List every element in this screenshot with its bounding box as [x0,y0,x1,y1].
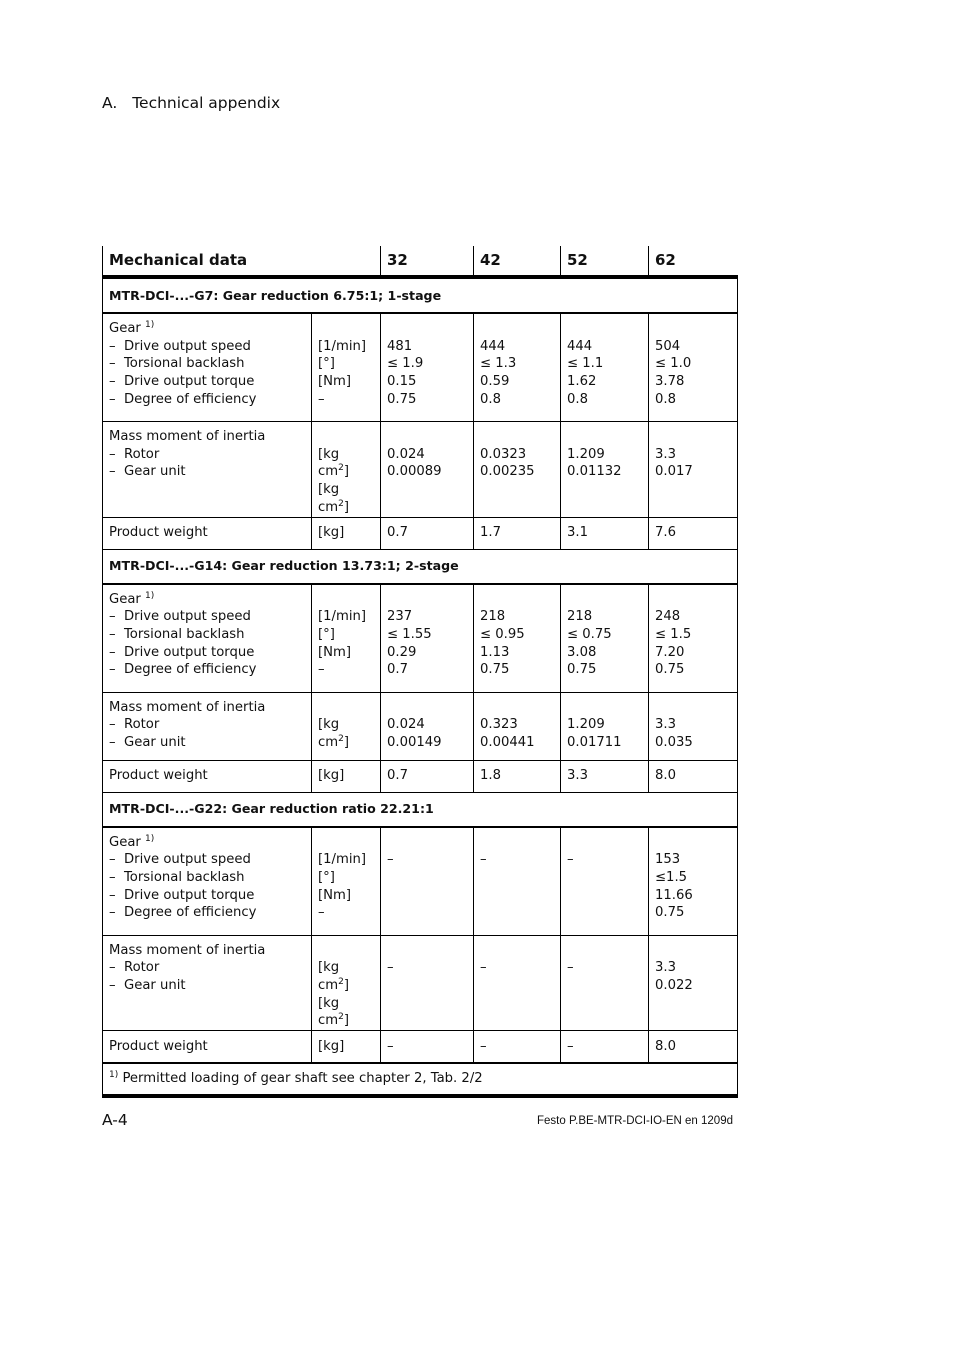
unit-cell [312,692,381,760]
row-label: Gear [109,321,141,336]
value-cell [474,935,561,1031]
dash-bullet: – [109,662,116,678]
value-cell [649,584,738,693]
unit-value: [°] [318,356,335,372]
value-cell [381,422,474,518]
value-cell [649,935,738,1031]
list-item-label: Torsional backlash [124,356,245,372]
section-row [103,792,738,827]
dash-bullet: – [109,717,116,733]
cell-value: 0.7 [381,760,474,792]
mass-label-cell [103,422,312,518]
unit-cell [312,935,381,1031]
mass-label-cell [103,692,312,760]
cell-value: 3.3 [655,717,676,733]
cell-value: 0.8 [655,391,676,407]
unit-value: – [318,905,325,921]
cell-value: – [567,960,574,976]
value-cell [561,313,649,422]
list-item-label: Gear unit [124,734,186,750]
gear-row [103,827,738,936]
cell-value: 0.7 [387,662,408,678]
cell-value: ≤ 1.0 [655,356,692,372]
unit-value: – [318,391,325,407]
dash-bullet: – [109,356,116,372]
cell-value: 3.3 [655,960,676,976]
header-size-52: 52 [561,246,649,277]
spacer [480,699,554,717]
list-item-label: Torsional backlash [124,626,245,642]
cell-value: 0.00235 [480,464,535,480]
cell-value: 0.024 [387,717,425,733]
cell-value: 0.01132 [567,464,622,480]
dash-bullet: – [109,960,116,976]
table-body [103,246,738,1096]
cell-value: – [480,852,487,868]
unit-value: [°] [318,869,335,885]
unit-cell [312,584,381,693]
cell-value: 0.022 [655,977,693,993]
cell-value: 3.3 [561,760,649,792]
list-item-label: Gear unit [124,977,186,993]
dash-bullet: – [109,644,116,660]
list-item-label: Rotor [124,960,160,976]
list-item-label: Torsional backlash [124,869,245,885]
unit-exponent: 2 [338,976,344,987]
list-item-label: Degree of efficiency [124,905,257,921]
list-item [109,626,305,644]
spacer [655,699,731,717]
cell-value: 1.13 [480,644,510,660]
spacer [655,428,731,446]
cell-value: 0.00441 [480,734,535,750]
row-label: Product weight [103,517,312,549]
section-title: MTR-DCI-...-G14: Gear reduction 13.73:1; 2-stage [103,549,738,584]
list-item-label: Rotor [124,446,160,462]
cell-value: 481 [387,338,413,354]
spacer [480,428,554,446]
cell-value: – [387,960,394,976]
cell-value: – [561,1031,649,1064]
list-item-label: Drive output speed [124,852,251,868]
cell-value: 444 [480,338,506,354]
cell-value: ≤ 1.3 [480,356,517,372]
value-cell [561,584,649,693]
dash-bullet: – [109,374,116,390]
cell-value: ≤ 1.9 [387,356,424,372]
cell-value: 0.29 [387,644,417,660]
cell-value: 0.75 [480,662,510,678]
cell-value: ≤ 1.1 [567,356,604,372]
cell-value: 3.1 [561,517,649,549]
row-label: Mass moment of inertia [109,429,266,444]
list-item [109,373,305,391]
row-label: Product weight [103,1031,312,1064]
list-item [109,734,305,752]
page-header [102,94,280,112]
unit-value [318,995,374,1030]
cell-value: 1.209 [567,717,605,733]
dash-bullet: – [109,626,116,642]
list-item-label: Drive output torque [124,644,255,660]
unit-close: ] [343,464,349,480]
cell-value: 3.3 [655,446,676,462]
value-cell [474,827,561,936]
cell-value: 218 [480,609,506,625]
gear-label-cell [103,313,312,422]
dash-bullet: – [109,338,116,354]
unit-exponent: 2 [338,1012,344,1023]
spacer [655,834,731,852]
cell-value: ≤ 0.95 [480,626,525,642]
cell-value: 504 [655,338,681,354]
cell-value: ≤ 0.75 [567,626,612,642]
spacer [318,942,374,960]
list-item-label: Rotor [124,717,160,733]
cell-value: 1.7 [474,517,561,549]
dash-bullet: – [109,869,116,885]
footnote-mark: 1) [145,320,155,330]
unit-exponent: 2 [338,498,344,509]
cell-value: 153 [655,852,681,868]
list-item [109,904,305,922]
value-cell [561,422,649,518]
cell-value: 0.00149 [387,734,442,750]
row-label: Gear [109,834,141,850]
value-cell [561,827,649,936]
cell-value: 0.8 [480,391,501,407]
list-item [109,355,305,373]
cell-value: 0.035 [655,734,693,750]
unit-value [318,446,374,481]
spacer [480,591,554,609]
unit-value: [kg] [312,760,381,792]
value-cell [649,313,738,422]
unit-exponent: 2 [338,733,344,744]
value-cell [649,827,738,936]
dash-bullet: – [109,464,116,480]
cell-value: – [474,1031,561,1064]
list-item [109,851,305,869]
cell-value: 1.209 [567,446,605,462]
value-cell [474,313,561,422]
cell-value: 3.78 [655,374,685,390]
value-cell [474,584,561,693]
row-label: Gear [109,591,141,607]
mass-row [103,935,738,1031]
spacer [480,942,554,960]
cell-value: 0.00089 [387,464,442,480]
unit-cell [312,827,381,936]
value-cell [474,692,561,760]
spacer [318,591,374,609]
cell-value: ≤ 1.55 [387,626,432,642]
value-cell [474,422,561,518]
value-cell [381,692,474,760]
spacer [655,942,731,960]
cell-value: 218 [567,609,593,625]
spacer [387,834,467,852]
footnote-mark: 1) [145,833,155,844]
section-title: MTR-DCI-...-G7: Gear reduction 6.75:1; 1-stage [103,277,738,313]
unit-value: [kg] [312,517,381,549]
list-item-label: Drive output torque [124,887,255,903]
list-item-label: Degree of efficiency [124,662,257,678]
header-size-62: 62 [649,246,738,277]
spacer [387,320,467,338]
unit-value: [1/min] [318,852,366,868]
unit-close: ] [343,1013,349,1029]
footnote-text: Permitted loading of gear shaft see chapter 2, Tab. 2/2 [122,1071,483,1087]
cell-value: 0.59 [480,374,510,390]
spacer [480,834,554,852]
unit-value: [1/min] [318,609,366,625]
list-item-label: Degree of efficiency [124,391,257,407]
dash-bullet: – [109,887,116,903]
unit-value: [Nm] [318,644,352,660]
chapter-title: Technical appendix [132,94,281,112]
cell-value: 0.7 [381,517,474,549]
cell-value: ≤ 1.5 [655,626,692,642]
unit-value: [kg] [312,1031,381,1064]
list-item [109,959,305,977]
list-item-label: Drive output speed [124,338,251,354]
mass-row [103,692,738,760]
spacer [387,699,467,717]
dash-bullet: – [109,391,116,407]
header-label: Mechanical data [103,246,381,277]
cell-value: 248 [655,609,681,625]
cell-value: 0.0323 [480,446,527,462]
cell-value: 7.6 [649,517,738,549]
value-cell [381,827,474,936]
cell-value: 1.62 [567,374,597,390]
unit-cell [312,313,381,422]
value-cell [561,935,649,1031]
cell-value: 0.75 [655,905,685,921]
spacer [480,320,554,338]
gear-label-cell [103,827,312,936]
footnote-mark: 1) [109,1070,119,1081]
weight-row [103,517,738,549]
list-item [109,661,305,679]
cell-value: 237 [387,609,413,625]
dash-bullet: – [109,734,116,750]
cell-value: 0.75 [655,662,685,678]
row-label: Product weight [103,760,312,792]
cell-value: 1.8 [474,760,561,792]
list-item [109,338,305,356]
spacer [567,834,642,852]
unit-cell [312,422,381,518]
dash-bullet: – [109,446,116,462]
spacer [567,591,642,609]
weight-row [103,1031,738,1064]
spacer [387,591,467,609]
unit-value [318,959,374,994]
spacer [567,942,642,960]
cell-value: 8.0 [649,1031,738,1064]
unit-close: ] [343,977,349,993]
list-item [109,391,305,409]
cell-value: – [567,852,574,868]
list-item [109,716,305,734]
list-item [109,977,305,995]
cell-value: 0.75 [387,391,417,407]
list-item [109,887,305,905]
value-cell [561,692,649,760]
unit-base: [kg cm [318,995,340,1029]
section-row [103,277,738,313]
unit-value: [°] [318,626,335,642]
unit-close: ] [343,734,349,750]
spacer [318,699,374,717]
section-row [103,549,738,584]
value-cell [381,313,474,422]
cell-value: 0.75 [567,662,597,678]
value-cell [381,935,474,1031]
value-cell [649,422,738,518]
row-label: Mass moment of inertia [109,942,266,958]
footnote-row [103,1063,738,1096]
cell-value: 0.017 [655,464,693,480]
spacer [318,428,374,446]
list-item [109,446,305,464]
dash-bullet: – [109,852,116,868]
spacer [655,320,731,338]
row-label: Mass moment of inertia [109,699,266,715]
gear-row [103,313,738,422]
list-item-label: Gear unit [124,464,186,480]
spacer [318,834,374,852]
header-size-42: 42 [474,246,561,277]
unit-base: [kg cm [318,482,340,515]
list-item [109,463,305,481]
mass-row [103,422,738,518]
unit-exponent: 2 [338,463,344,474]
spacer [567,428,642,446]
cell-value: 0.323 [480,717,518,733]
cell-value: ≤1.5 [655,869,688,885]
cell-value: – [480,960,487,976]
chapter-number: A. [102,94,118,112]
dash-bullet: – [109,977,116,993]
list-item [109,608,305,626]
page-number: A-4 [102,1111,128,1129]
unit-close: ] [343,499,349,515]
spacer [567,320,642,338]
list-item-label: Drive output speed [124,609,251,625]
spacer [655,591,731,609]
gear-row [103,584,738,693]
unit-value: [Nm] [318,887,352,903]
unit-base: [kg cm [318,446,340,480]
cell-value: – [381,1031,474,1064]
unit-value [318,716,374,751]
cell-value: 7.20 [655,644,685,660]
unit-value: [1/min] [318,338,366,354]
cell-value: 0.024 [387,446,425,462]
weight-row [103,760,738,792]
spacer [387,942,467,960]
unit-base: [kg cm [318,717,340,750]
unit-value [318,481,374,516]
cell-value: – [387,852,394,868]
cell-value: 11.66 [655,887,693,903]
value-cell [649,692,738,760]
header-size-32: 32 [381,246,474,277]
unit-value: – [318,662,325,678]
table-header-row [103,246,738,277]
cell-value: 0.01711 [567,734,622,750]
section-title: MTR-DCI-...-G22: Gear reduction ratio 22.21:1 [103,792,738,827]
mechanical-data-table [102,246,738,1098]
document-reference: Festo P.BE-MTR-DCI-IO-EN en 1209d [537,1115,733,1127]
list-item [109,644,305,662]
cell-value: 3.08 [567,644,597,660]
cell-value: 8.0 [649,760,738,792]
list-item [109,869,305,887]
spacer [318,320,374,338]
spacer [567,699,642,717]
gear-label-cell [103,584,312,693]
dash-bullet: – [109,609,116,625]
spacer [387,428,467,446]
footnote-cell [103,1063,738,1096]
footnote-mark: 1) [145,590,155,601]
mass-label-cell [103,935,312,1031]
cell-value: 444 [567,338,593,354]
list-item-label: Drive output torque [124,374,255,390]
cell-value: 0.15 [387,374,417,390]
value-cell [381,584,474,693]
dash-bullet: – [109,905,116,921]
unit-value: [Nm] [318,374,352,390]
cell-value: 0.8 [567,391,588,407]
unit-base: [kg cm [318,960,340,993]
